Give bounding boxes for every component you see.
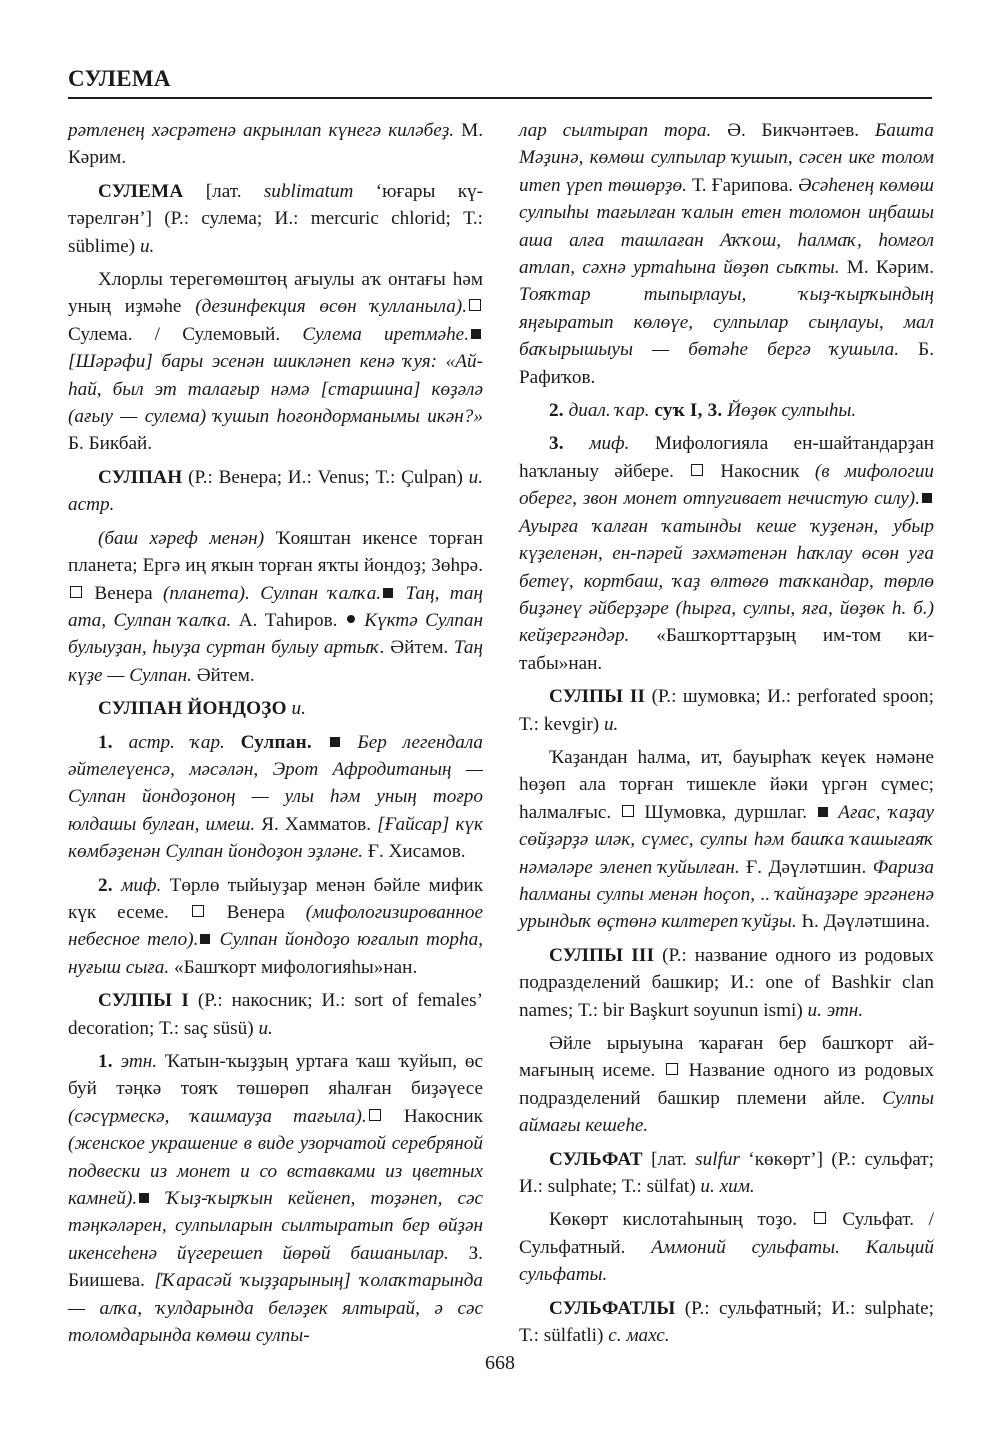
italic-text: с. махс. [608, 1325, 670, 1347]
text-run: Т. Ғарипова. [686, 174, 799, 196]
entry-paragraph [519, 430, 934, 677]
running-head: СУЛЕМА [68, 66, 171, 91]
italic-text: Йөҙөк сулпыһы. [727, 400, 857, 422]
text-run: Ҡояштан икенсе торған планета; Ергә иң яҡын торған яҡты йондоҙ; Зөһрә. [68, 527, 483, 577]
text-run [312, 732, 328, 753]
italic-text: и. [258, 1017, 273, 1039]
entry-paragraph [68, 872, 483, 982]
text-run: М. Кәрим. [839, 257, 934, 279]
text-run: Накосник [705, 460, 815, 482]
entry-paragraph [68, 117, 483, 172]
filled-square-icon [818, 807, 828, 817]
text-run: Венера [205, 901, 306, 923]
text-run: Накосник [382, 1105, 483, 1127]
headword: 2. [549, 400, 564, 422]
italic-text: [Ҡарасәй ҡыҙҙарының] ҡолаҡтарында — алҡа, ҡулдарында беләҙек ялтырай, ә сәс толомдарында көмөш сулпы- [68, 1270, 483, 1347]
italic-text: [Шәрәфи] бары эсенән шикләнеп кенә ҡуя: «Ай-һай, был эт талағыр нәмә [старшина] көҙәлә (ағыу — сулема) ҡушып һоғондорманымы икән?» [68, 351, 483, 428]
italic-text: (мифологизированное небесное тело). [68, 901, 483, 951]
text-run: Название одного из родовых подразделений башкир племени айле. [519, 1060, 934, 1109]
open-square-icon [622, 805, 634, 817]
text-run: А. Таһиров. [231, 609, 345, 631]
open-square-icon [666, 1063, 678, 1075]
text-run: Б. Бикбай. [68, 433, 153, 455]
text-run: Ғ. Хисамов. [363, 841, 466, 863]
headword: 2. [98, 874, 113, 896]
text-run: «Башҡорт мифологияһы»нан. [169, 956, 418, 978]
text-run [113, 875, 121, 896]
entry-paragraph [519, 1295, 934, 1350]
italic-text: Аммоний сульфаты. Кальций сульфаты. [519, 1236, 934, 1286]
text-run [113, 732, 129, 753]
text-run: Б. Рафиҡов. [519, 339, 934, 388]
italic-text: и. [291, 698, 306, 720]
italic-text: (женское украшение в виде узорчатой серебряной подвески из монет и со вставками из цветных камней). [68, 1133, 483, 1210]
headword: Сулпан. [240, 731, 312, 753]
entry-paragraph [519, 1146, 934, 1201]
entry-paragraph [519, 397, 934, 424]
italic-text: лар сылтырап тора. [519, 120, 712, 141]
italic-text: Таң, таң ата, Сулпан ҡалҡа. [68, 582, 483, 631]
text-run: Ғ. Дәүләтшин. [739, 856, 873, 878]
italic-text: этн. [120, 1051, 158, 1072]
italic-text: миф. [121, 874, 162, 896]
open-square-icon [70, 586, 82, 598]
headword: 1. [98, 731, 113, 753]
text-run: Төрлө тыйыуҙар менән бәйле мифик күк есеме. [68, 874, 484, 923]
text-run: (Р.: накосник; И.: sort of females’ decoration; Т.: saç süsü) [68, 990, 483, 1039]
text-run: [лат. [183, 180, 264, 202]
italic-text: Тояҡтар тыпырлауы, ҡыҙ-ҡырҡындың яңғыратып көлөүе, сулпылар сыңлауы, мал баҡырышыуы — бөтәһе бергә ҡушыла. [519, 284, 934, 361]
entry-paragraph [68, 695, 483, 722]
text-run: Көкөрт кислотаһының тоҙо. [549, 1209, 812, 1231]
headword: 1. [98, 1051, 113, 1072]
entry-paragraph [519, 942, 934, 1024]
italic-text: Ҡыҙ-ҡырҡын кейенеп, тоҙәнеп, сәс тәңкәләрен, сулпыларын сылтыратып бер өйҙән икенсеһенә йүгерешеп йөрөй башанылар. [68, 1188, 483, 1264]
entry-paragraph [519, 744, 934, 936]
italic-text: (в мифологии оберег, звон монет отпугивает нечистую силу). [519, 460, 935, 510]
filled-square-icon [922, 493, 932, 503]
italic-text: Әсәһенең көмөш сулпыһы тағылған ҡалын етен толомон иңбашы аша алға ташлаған Аҡҡош, һалмаҡ, һомғол атлап, сәхнә уртаһына йөҙөп сыҡты. [519, 174, 935, 279]
italic-text: sulfur [695, 1148, 740, 1170]
filled-square-icon [139, 1193, 149, 1203]
italic-text: Сулпан йондоҙо юғалып торһа, нуғыш сыға. [68, 929, 483, 978]
entry-paragraph [68, 464, 483, 519]
entry-paragraph [519, 117, 934, 391]
open-square-icon [814, 1212, 826, 1224]
italic-text: Ағас, ҡаҙау сөйҙәрҙә иләк, сүмес, сулпы һәм башҡа ҡашығаяҡ нәмәләре эленеп ҡуйылған. [519, 801, 934, 878]
italic-text: и. хим. [700, 1176, 755, 1198]
headword: СУЛЬФАТЛЫ [549, 1297, 676, 1319]
text-run: Әйле ырыуына ҡараған бер башҡорт аймағының исеме. [519, 1033, 934, 1082]
italic-text: рәтленең хәсрәтенә акрынлап күнегә киләбеҙ. [68, 120, 455, 141]
open-square-icon [369, 1109, 381, 1121]
italic-text: и. [603, 713, 619, 735]
page-number: 668 [485, 1352, 515, 1374]
text-run: Сульфат. / Сульфатный. [519, 1209, 934, 1258]
text-run: Мифологияла ен-шайтандарҙан һаҡланыу әйбере. [519, 433, 935, 482]
bullet-dot-icon [347, 615, 355, 623]
text-run: З. Биишева. [68, 1242, 483, 1292]
italic-text: Сулпы аймағы кешеһе. [519, 1087, 934, 1137]
entry-paragraph [68, 525, 483, 689]
text-run: (Р.: сульфатный; И.: sulphate; Т.: sülfatli) [519, 1297, 934, 1347]
left-column [68, 117, 483, 1355]
headword: СУЛПАН ЙОНДОҘО [98, 698, 287, 720]
italic-text: Ауырға ҡалған ҡатынды кеше ҡуҙенән, убыр күҙеленән, ен-пәрей зәхмәтенән һаҡлау өсөн уға бетеү, кортбаш, ҡаҙ өлтөгө таҡкандар, төрлө биҙәнеү әйберҙәре (һырға, сулпы, яға, йөҙөк һ. б.) кейҙергәндәр. [519, 515, 934, 647]
text-run: Шумовка, дуршлаг. [635, 801, 816, 823]
text-run: Хлорлы терегөмөштөң ағыулы аҡ онтағы һәм уның иҙмәһе [68, 269, 483, 318]
entry-paragraph [68, 266, 483, 458]
text-run: Һ. Дәүләтшина. [796, 911, 930, 933]
open-square-icon [691, 464, 703, 476]
entry-paragraph [519, 683, 934, 738]
entry-paragraph [68, 987, 483, 1042]
italic-text: Таң күҙе — Сулпан. [68, 637, 484, 686]
text-run: Ә. Бикчәнтәев. [711, 120, 875, 141]
entry-paragraph [519, 1206, 934, 1288]
text-run: ‘көкөрт’] (Р.: сульфат; И.: sulphate; Т.: sülfat) [519, 1148, 934, 1198]
text-run: Ҡаҙандан һалма, ит, бауырһаҡ кеүек нәмәне һөҙөп ала торған тишекле йәки үргән сүмес; һалмалғыс. [519, 746, 934, 823]
italic-text: (баш хәреф менән) [98, 527, 265, 549]
text-run: Әйтем. [191, 664, 255, 686]
italic-text: sublimatum [263, 180, 354, 202]
text-run [564, 433, 589, 454]
text-run: Я. Хамматов. [255, 813, 378, 835]
headword: суҡ I, 3. [654, 400, 723, 422]
italic-text: и. [139, 235, 155, 257]
text-run: ‘юғары күтәрелгән’] (Р.: сулема; И.: mercuric chlorid; Т.: süblime) [68, 180, 483, 257]
text-run [225, 732, 241, 753]
text-run: Әйтем. [384, 637, 454, 659]
filled-square-icon [330, 737, 340, 747]
italic-text: астр. ҡар. [128, 731, 225, 753]
entry-paragraph [519, 1030, 934, 1140]
headword: СУЛПЫ I [98, 990, 189, 1012]
headword: СУЛПАН [98, 466, 183, 488]
italic-text: (сәсүрмескә, ҡашмауҙа тағыла). [68, 1105, 367, 1127]
filled-square-icon [383, 588, 393, 598]
italic-text: диал. ҡар. [568, 400, 650, 422]
text-run: (Р.: шумовка; И.: perforated spoon; Т.: kevgir) [519, 686, 934, 735]
headword: СУЛПЫ III [549, 944, 655, 966]
italic-text: (планета). Сулпан ҡалҡа. [163, 582, 382, 604]
italic-text: [Ғайсар] күк көмбәҙенән Сулпан йондоҙон эҙләне. [68, 813, 483, 863]
headword: 3. [549, 433, 564, 455]
text-run: (Р.: Венера; И.: Venus; Т.: Çulpan) [182, 466, 469, 488]
italic-text: Сулема иретмәһе. [302, 323, 469, 345]
open-square-icon [469, 299, 481, 311]
entry-paragraph [68, 1048, 483, 1349]
text-run: «Башҡорттарҙың им-том китабы»нан. [519, 625, 934, 674]
filled-square-icon [200, 934, 210, 944]
filled-square-icon [471, 329, 481, 339]
italic-text: Бер легендала әйтелеүенсә, мәсәлән, Эрот Афродитаның — Сулпан йондоҙоноң — улы һәм уның тоғро юлдашы булған, имеш. [68, 731, 484, 835]
entry-paragraph [68, 729, 483, 866]
headword: СУЛЬФАТ [549, 1148, 643, 1170]
text-run: Ҡатын-ҡыҙҙың уртаға ҡаш ҡуйып, өс буй тәңкә тояҡ төшөрөп яһалған биҙәүесе [68, 1051, 484, 1100]
text-run: [лат. [642, 1148, 696, 1170]
text-run: (Р.: название одного из родовых подразделений башкир; И.: one of Bashkir clan names; Т.: bir Başkurt soyunun ismi) [519, 944, 935, 1021]
open-square-icon [192, 905, 204, 917]
italic-text: миф. [589, 433, 630, 455]
headword: СУЛПЫ II [549, 686, 646, 708]
entry-paragraph [68, 178, 483, 260]
text-run: Сулема. / Сулемовый. [68, 323, 303, 345]
header-rule [68, 97, 932, 99]
italic-text: Фариза һалманы сулпы менән һоҫоп, .. ҡайнаҙәре эргәненә урындыҡ өҫтөнә килтереп ҡуйҙы. [519, 856, 934, 933]
italic-text: и. этн. [807, 999, 864, 1021]
italic-text: (дезинфекция өсөн ҡулланыла). [195, 296, 467, 318]
right-column [519, 117, 934, 1355]
italic-text: и. астр. [68, 466, 483, 516]
italic-text: Башта Мәҙинә, көмөш сулпылар ҡушып, сәсен ике толом итеп үреп төшөрҙө. [519, 120, 934, 196]
text-run: Венера [84, 582, 164, 604]
text-run [113, 1051, 121, 1072]
headword: СУЛЕМА [98, 180, 184, 202]
text-run: М. Кәрим. [68, 120, 484, 169]
italic-text: Күктә Сулпан булыуҙан, һыуҙа суртан булыу артыҡ. [68, 609, 483, 659]
